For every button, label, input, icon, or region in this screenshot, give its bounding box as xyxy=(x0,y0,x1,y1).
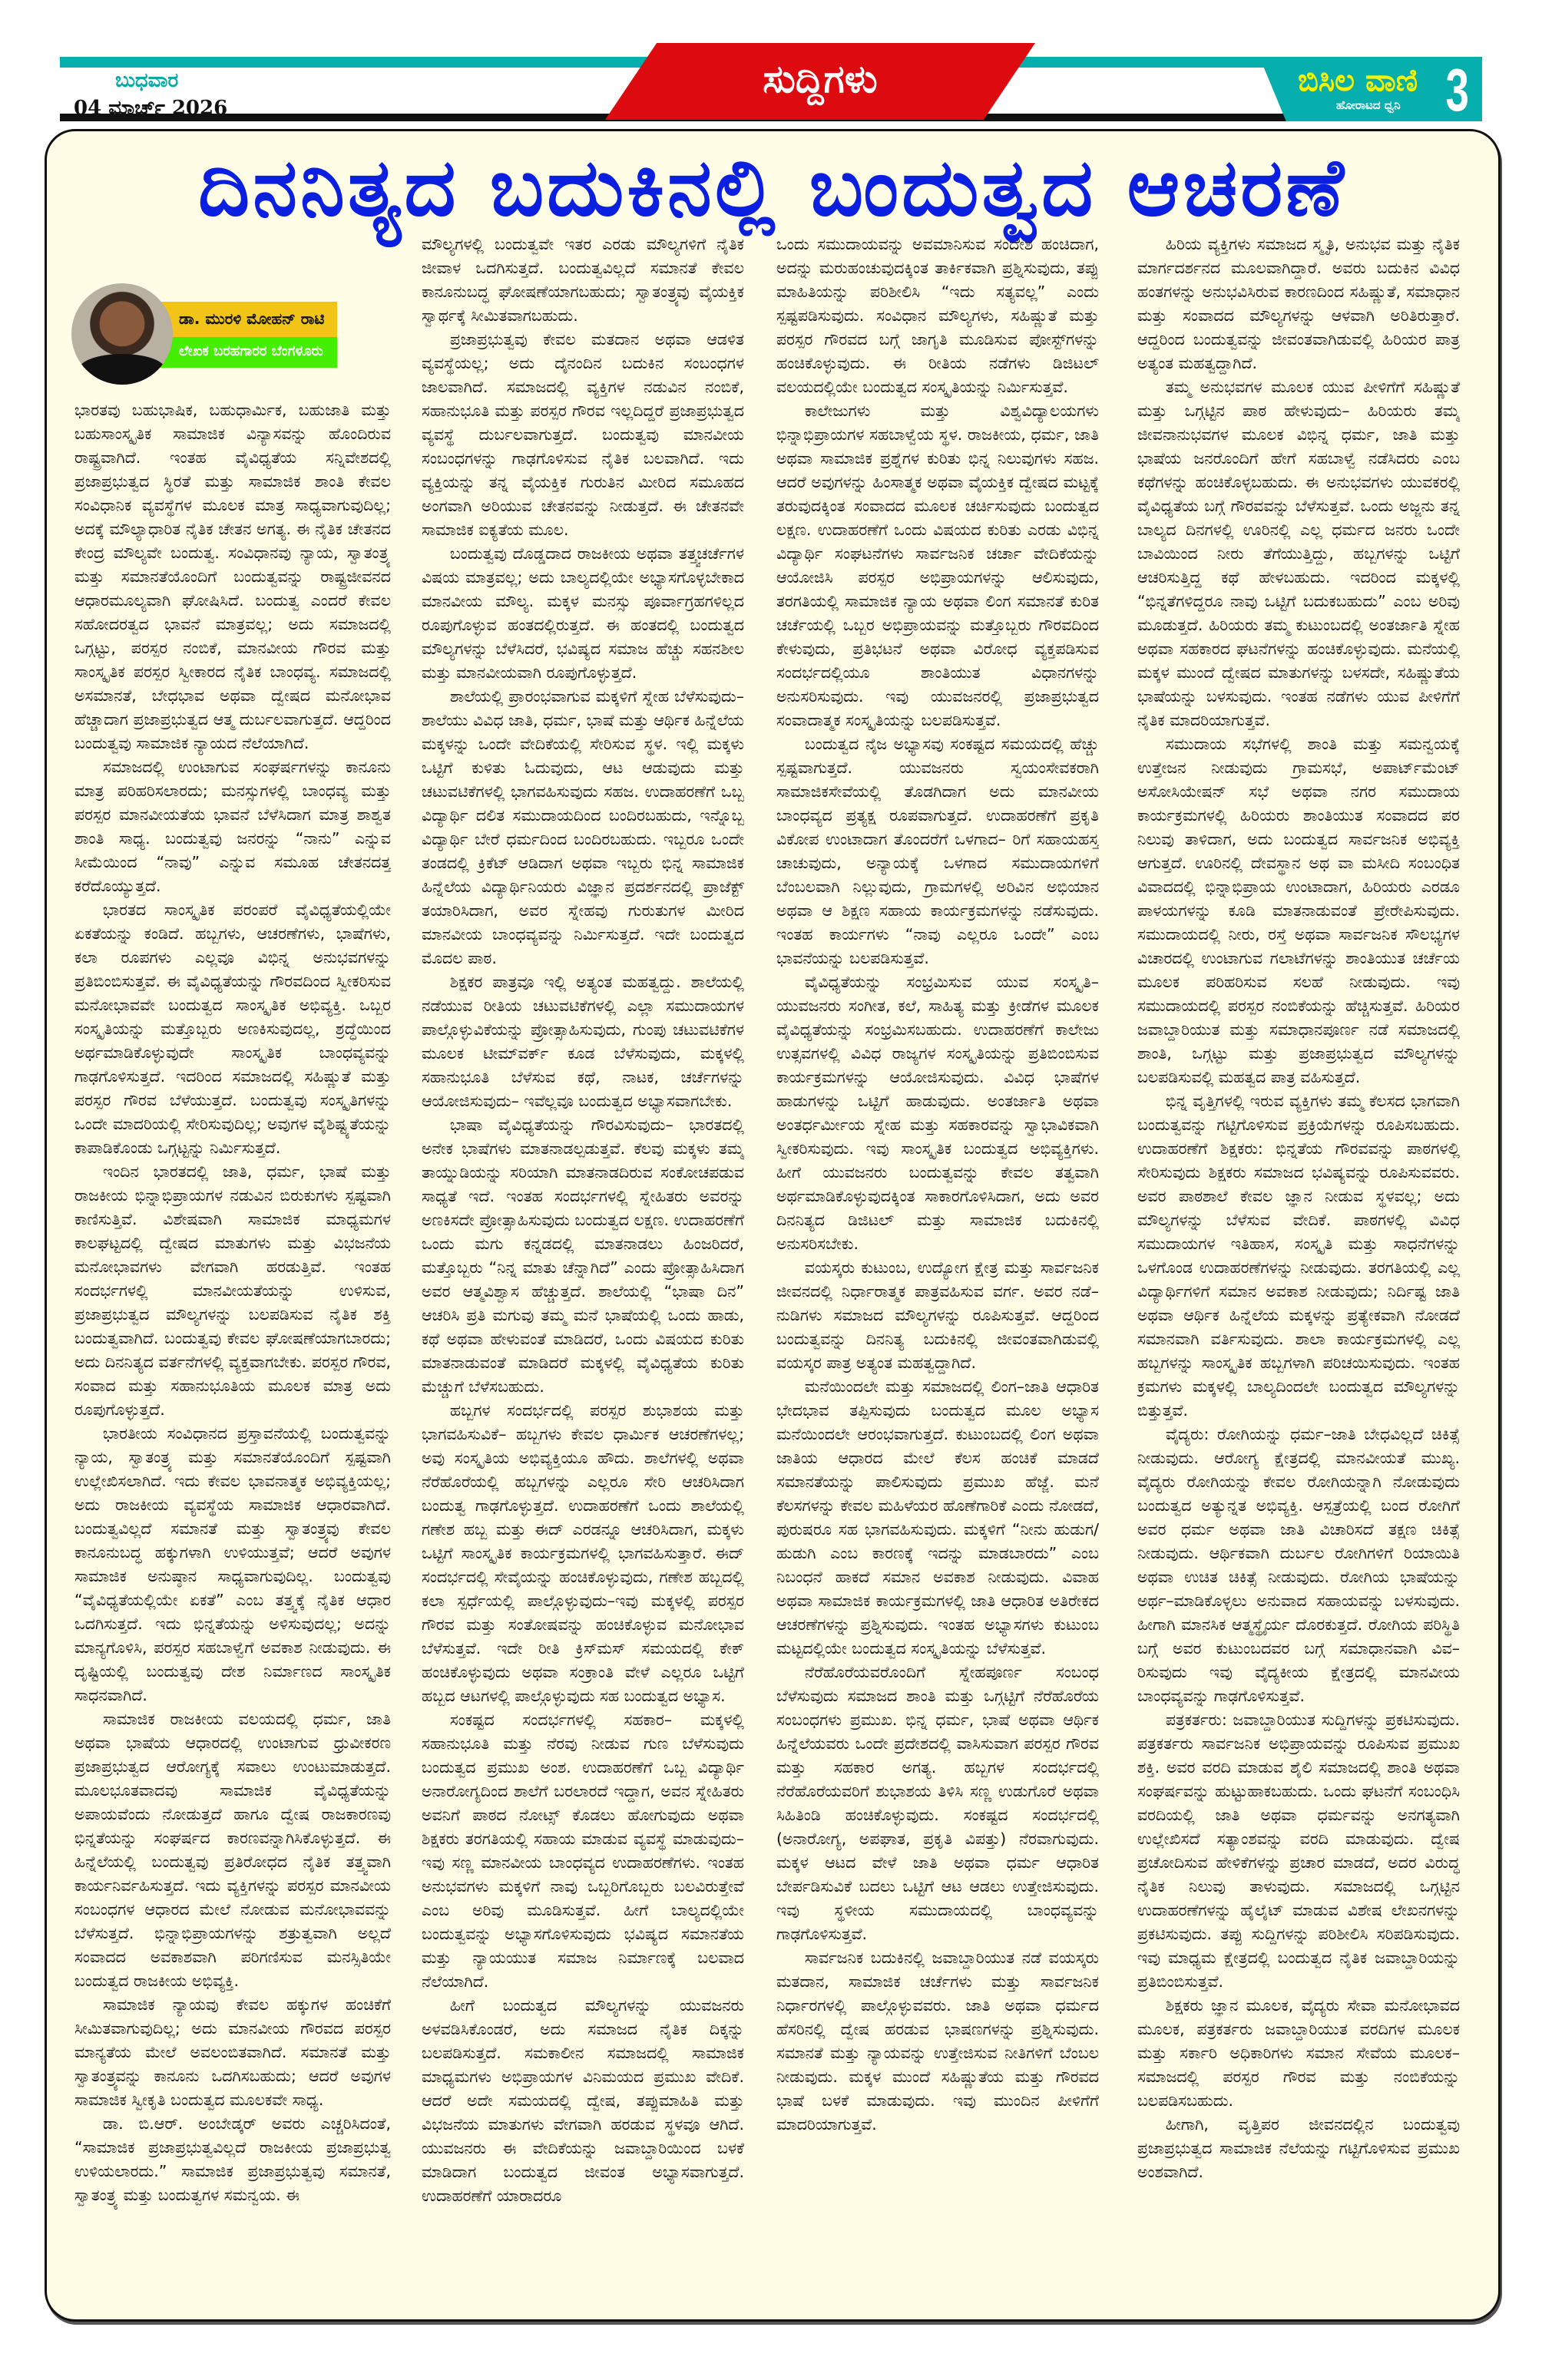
brand-name: ಬಿಸಿಲ ವಾಣಿ xyxy=(1298,63,1418,98)
article-paragraph: ಪತ್ರಕರ್ತರು: ಜವಾಬ್ದಾರಿಯುತ ಸುದ್ದಿಗಳನ್ನು ಪ್ರಕಟಿಸುವುದು. ಪತ್ರಕರ್ತರು ಸಾರ್ವಜನಿಕ ಅಭಿಪ್ರಾಯವನ್ನು ರೂಪಿಸುವ ಪ್ರಮುಖ ಶಕ್ತಿ. ಅವರ ವರದಿ ಮಾಡುವ ಶೈಲಿ ಸಮಾಜದಲ್ಲಿ ಶಾಂತಿ ಅಥವಾ ಸಂಘರ್ಷವನ್ನು ಹುಟ್ಟುಹಾಕಬಹುದು. ಒಂದು ಘಟನೆಗೆ ಸಂಬಂಧಿಸಿ ವರದಿಯಲ್ಲಿ ಜಾತಿ ಅಥವಾ ಧರ್ಮವನ್ನು ಅನಗತ್ಯವಾಗಿ ಉಲ್ಲೇಖಿಸದೆ ಸತ್ಯಾಂಶವನ್ನು ವರದಿ ಮಾಡುವುದು. ದ್ವೇಷ ಪ್ರಚೋದಿಸುವ ಹೇಳಿಕೆಗಳನ್ನು ಪ್ರಚಾರ ಮಾಡದೆ, ಅದರ ವಿರುದ್ಧ ನೈತಿಕ ನಿಲುವು ತಾಳುವುದು. ಸಮಾಜದಲ್ಲಿ ಒಗ್ಗಟ್ಟಿನ ಉದಾಹರಣೆಗಳನ್ನು ಹೈಲೈಟ್ ಮಾಡುವ ವಿಶೇಷ ಲೇಖನಗಳನ್ನು ಪ್ರಕಟಿಸುವುದು. ತಪ್ಪು ಸುದ್ದಿಗಳನ್ನು ಪರಿಶೀಲಿಸಿ ಸರಿಪಡಿಸುವುದು. ಇವು ಮಾಧ್ಯಮ ಕ್ಷೇತ್ರದಲ್ಲಿ ಬಂದುತ್ವದ ನೈತಿಕ ಜವಾಬ್ದಾರಿಯನ್ನು ಪ್ರತಿಬಿಂಬಿಸುತ್ತವೆ. xyxy=(1137,1711,1460,1991)
article-paragraph: ಭಾರತವು ಬಹುಭಾಷಿಕ, ಬಹುಧಾರ್ಮಿಕ, ಬಹುಜಾತಿ ಮತ್ತು ಬಹುಸಾಂಸ್ಕೃತಿಕ ಸಾಮಾಜಿಕ ವಿನ್ಯಾಸವನ್ನು ಹೊಂದಿರುವ ರಾಷ್ಟ್ರವಾಗಿದೆ. ಇಂತಹ ವೈವಿಧ್ಯತೆಯ ಸನ್ನಿವೇಶದಲ್ಲಿ ಪ್ರಜಾಪ್ರಭುತ್ವದ ಸ್ಥಿರತೆ ಮತ್ತು ಸಾಮಾಜಿಕ ಶಾಂತಿ ಕೇವಲ ಸಂವಿಧಾನಿಕ ವ್ಯವಸ್ಥೆಗಳ ಮೂಲಕ ಮಾತ್ರ ಸಾಧ್ಯವಾಗುವುದಿಲ್ಲ; ಅದಕ್ಕೆ ಮೌಲ್ಯಾಧಾರಿತ ನೈತಿಕ ಚೇತನ ಅಗತ್ಯ. ಈ ನೈತಿಕ ಚೇತನದ ಕೇಂದ್ರ ಮೌಲ್ಯವೇ ಬಂದುತ್ವ. ಸಂವಿಧಾನವು ನ್ಯಾಯ, ಸ್ವಾತಂತ್ರ್ಯ ಮತ್ತು ಸಮಾನತೆಯೊಂದಿಗೆ ಬಂದುತ್ವವನ್ನು ರಾಷ್ಟ್ರಜೀವನದ ಆಧಾರಮೂಲ್ಯವಾಗಿ ಘೋಷಿಸಿದೆ. ಬಂದುತ್ವ ಎಂದರೆ ಕೇವಲ ಸಹೋದರತ್ವದ ಭಾವನೆ ಮಾತ್ರವಲ್ಲ; ಅದು ಸಮಾಜದಲ್ಲಿ ಒಗ್ಗಟ್ಟು, ಪರಸ್ಪರ ನಂಬಿಕೆ, ಮಾನವೀಯ ಗೌರವ ಮತ್ತು ಸಾಂಸ್ಕೃತಿಕ ಪರಸ್ಪರ ಸ್ವೀಕಾರದ ನೈತಿಕ ಬಾಂಧವ್ಯ. ಸಮಾಜದಲ್ಲಿ ಅಸಮಾನತೆ, ಬೇಧಭಾವ ಅಥವಾ ದ್ವೇಷದ ಮನೋಭಾವ ಹೆಚ್ಚಾದಾಗ ಪ್ರಜಾಪ್ರಭುತ್ವದ ಆತ್ಮ ದುರ್ಬಲವಾಗುತ್ತದೆ. ಆದ್ದರಿಂದ ಬಂದುತ್ವವು ಸಾಮಾಜಿಕ ನ್ಯಾಯದ ನೆಲೆಯಾಗಿದೆ. xyxy=(74,401,391,752)
article-paragraph: ವೈದ್ಯರು: ರೋಗಿಯನ್ನು ಧರ್ಮ–ಜಾತಿ ಬೇಧವಿಲ್ಲದೆ ಚಿಕಿತ್ಸೆ ನೀಡುವುದು. ಆರೋಗ್ಯ ಕ್ಷೇತ್ರದಲ್ಲಿ ಮಾನವೀಯತೆ ಮುಖ್ಯ. ವೈದ್ಯರು ರೋಗಿಯನ್ನು ಕೇವಲ ರೋಗಿಯನ್ನಾಗಿ ನೋಡುವುದು ಬಂದುತ್ವದ ಅತ್ಯುನ್ನತ ಅಭಿವ್ಯಕ್ತಿ. ಆಸ್ಪತ್ರೆಯಲ್ಲಿ ಬಂದ ರೋಗಿಗೆ ಅವರ ಧರ್ಮ ಅಥವಾ ಜಾತಿ ವಿಚಾರಿಸದೆ ತಕ್ಷಣ ಚಿಕಿತ್ಸೆ ನೀಡುವುದು. ಆರ್ಥಿಕವಾಗಿ ದುರ್ಬಲ ರೋಗಿಗಳಿಗೆ ರಿಯಾಯಿತಿ ಅಥವಾ ಉಚಿತ ಚಿಕಿತ್ಸೆ ನೀಡುವುದು. ರೋಗಿಯ ಭಾಷೆಯನ್ನು ಅರ್ಥ–ಮಾಡಿಕೊಳ್ಳಲು ಅನುವಾದ ಸಹಾಯವನ್ನು ಬಳಸುವುದು. ಹೀಗಾಗಿ ಮಾನಸಿಕ ಆತ್ಮಸ್ಥೈರ್ಯ ದೊರಕುತ್ತದೆ. ರೋಗಿಯ ಪರಿಸ್ಥಿತಿ ಬಗ್ಗೆ ಅವರ ಕುಟುಂಬದವರ ಬಗ್ಗೆ ಸಮಾಧಾನವಾಗಿ ವಿವ–ರಿಸುವುದು ಇವು ವೈದ್ಯಕೀಯ ಕ್ಷೇತ್ರದಲ್ಲಿ ಮಾನವೀಯ ಬಾಂಧವ್ಯವನ್ನು ಗಾಢಗೊಳಿಸುತ್ತವೆ. xyxy=(1137,1425,1460,1705)
article-paragraph: ಭಾಷಾ ವೈವಿಧ್ಯತೆಯನ್ನು ಗೌರವಿಸುವುದು– ಭಾರತದಲ್ಲಿ ಅನೇಕ ಭಾಷೆಗಳು ಮಾತನಾಡಲ್ಪಡುತ್ತವೆ. ಕೆಲವು ಮಕ್ಕಳು ತಮ್ಮ ತಾಯ್ನುಡಿಯನ್ನು ಸರಿಯಾಗಿ ಮಾತನಾಡದಿರುವ ಸಂಕೋಚಪಡುವ ಸಾಧ್ಯತೆ ಇದೆ. ಇಂತಹ ಸಂದರ್ಭಗಳಲ್ಲಿ ಸ್ನೇಹಿತರು ಅವರನ್ನು ಅಣಕಿಸದೇ ಪ್ರೋತ್ಸಾಹಿಸುವುದು ಬಂದುತ್ವದ ಲಕ್ಷಣ. ಉದಾಹರಣೆಗೆ ಒಂದು ಮಗು ಕನ್ನಡದಲ್ಲಿ ಮಾತನಾಡಲು ಹಿಂಜರಿದರೆ, ಮತ್ತೊಬ್ಬರು “ನಿನ್ನ ಮಾತು ಚೆನ್ನಾಗಿದೆ” ಎಂದು ಪ್ರೋತ್ಸಾಹಿಸಿದಾಗ ಅವರ ಆತ್ಮವಿಶ್ವಾಸ ಹೆಚ್ಚುತ್ತದೆ. ಶಾಲೆಯಲ್ಲಿ “ಭಾಷಾ ದಿನ” ಆಚರಿಸಿ ಪ್ರತಿ ಮಗುವು ತಮ್ಮ ಮನೆ ಭಾಷೆಯಲ್ಲಿ ಒಂದು ಹಾಡು, ಕಥೆ ಅಥವಾ ಹೇಳುವಂತೆ ಮಾಡಿದರೆ, ಒಂದು ವಿಷಯದ ಕುರಿತು ಮಾತನಾಡುವಂತೆ ಮಾಡಿದರೆ ಮಕ್ಕಳಲ್ಲಿ ವೈವಿಧ್ಯತೆಯ ಕುರಿತು ಮೆಚ್ಚುಗೆ ಬೆಳೆಸಬಹುದು. xyxy=(422,1116,744,1396)
page-number: 3 xyxy=(1445,56,1469,124)
article-headline: ದಿನನಿತ್ಯದ ಬದುಕಿನಲ್ಲಿ ಬಂದುತ್ವದ ಆಚರಣೆ xyxy=(198,140,1347,234)
article-paragraph: ಹಬ್ಬಗಳ ಸಂದರ್ಭದಲ್ಲಿ ಪರಸ್ಪರ ಶುಭಾಶಯ ಮತ್ತು ಭಾಗವಹಿಸುವಿಕೆ– ಹಬ್ಬಗಳು ಕೇವಲ ಧಾರ್ಮಿಕ ಆಚರಣೆಗಳಲ್ಲ; ಅವು ಸಂಸ್ಕೃತಿಯ ಅಭಿವ್ಯಕ್ತಿಯೂ ಹೌದು. ಶಾಲೆಗಳಲ್ಲಿ ಅಥವಾ ನೆರೆಹೊರೆಯಲ್ಲಿ ಹಬ್ಬಗಳನ್ನು ಎಲ್ಲರೂ ಸೇರಿ ಆಚರಿಸಿದಾಗ ಬಂದುತ್ವ ಗಾಢಗೊಳ್ಳುತ್ತದೆ. ಉದಾಹರಣೆಗೆ ಒಂದು ಶಾಲೆಯಲ್ಲಿ ಗಣೇಶ ಹಬ್ಬ ಮತ್ತು ಈದ್ ಎರಡನ್ನೂ ಆಚರಿಸಿದಾಗ, ಮಕ್ಕಳು ಒಟ್ಟಿಗೆ ಸಾಂಸ್ಕೃತಿಕ ಕಾರ್ಯಕ್ರಮಗಳಲ್ಲಿ ಭಾಗವಹಿಸುತ್ತಾರೆ. ಈದ್ ಸಂದರ್ಭದಲ್ಲಿ ಸೇವೈಯನ್ನು ಹಂಚಿಕೊಳ್ಳುವುದು, ಗಣೇಶ ಹಬ್ಬದಲ್ಲಿ ಕಲಾ ಸ್ಪರ್ಧೆಯಲ್ಲಿ ಪಾಲ್ಗೊಳ್ಳುವುದು–ಇವು ಮಕ್ಕಳಲ್ಲಿ ಪರಸ್ಪರ ಗೌರವ ಮತ್ತು ಸಂತೋಷವನ್ನು ಹಂಚಿಕೊಳ್ಳುವ ಮನೋಭಾವ ಬೆಳೆಸುತ್ತವೆ. ಇದೇ ರೀತಿ ಕ್ರಿಸ್‌ಮಸ್ ಸಮಯದಲ್ಲಿ ಕೇಕ್ ಹಂಚಿಕೊಳ್ಳುವುದು ಅಥವಾ ಸಂಕ್ರಾಂತಿ ವೇಳೆ ಎಲ್ಲರೂ ಒಟ್ಟಿಗೆ ಹಬ್ಬದ ಆಟಗಳಲ್ಲಿ ಪಾಲ್ಗೊಳ್ಳುವುದು ಸಹ ಬಂದುತ್ವದ ಅಭ್ಯಾಸ. xyxy=(422,1401,744,1705)
article-column-2 xyxy=(422,233,744,2304)
author-photo xyxy=(71,283,173,385)
article-paragraph: ಭಾರತೀಯ ಸಂವಿಧಾನದ ಪ್ರಸ್ತಾವನೆಯಲ್ಲಿ ಬಂದುತ್ವವನ್ನು ನ್ಯಾಯ, ಸ್ವಾತಂತ್ರ್ಯ ಮತ್ತು ಸಮಾನತೆಯೊಂದಿಗೆ ಸ್ಪಷ್ಟವಾಗಿ ಉಲ್ಲೇಖಿಸಲಾಗಿದೆ. ಇದು ಕೇವಲ ಭಾವನಾತ್ಮಕ ಅಭಿವ್ಯಕ್ತಿಯಲ್ಲ; ಅದು ರಾಜಕೀಯ ವ್ಯವಸ್ಥೆಯ ಸಾಮಾಜಿಕ ಆಧಾರವಾಗಿದೆ. ಬಂದುತ್ವವಿಲ್ಲದೆ ಸಮಾನತೆ ಮತ್ತು ಸ್ವಾತಂತ್ರ್ಯವು ಕೇವಲ ಕಾನೂನುಬದ್ಧ ಹಕ್ಕುಗಳಾಗಿ ಉಳಿಯುತ್ತವೆ; ಆದರೆ ಅವುಗಳ ಸಾಮಾಜಿಕ ಅನುಷ್ಠಾನ ಸಾಧ್ಯವಾಗುವುದಿಲ್ಲ. ಬಂದುತ್ವವು “ವೈವಿಧ್ಯತೆಯಲ್ಲಿಯೇ ಏಕತೆ” ಎಂಬ ತತ್ತ್ವಕ್ಕೆ ನೈತಿಕ ಆಧಾರ ಒದಗಿಸುತ್ತದೆ. ಇದು ಭಿನ್ನತೆಯನ್ನು ಅಳಿಸುವುದಲ್ಲ; ಅದನ್ನು ಮಾನ್ಯಗೊಳಿಸಿ, ಪರಸ್ಪರ ಸಹಬಾಳ್ವೆಗೆ ಅವಕಾಶ ನೀಡುವುದು. ಈ ದೃಷ್ಟಿಯಲ್ಲಿ ಬಂದುತ್ವವು ದೇಶ ನಿರ್ಮಾಣದ ಸಾಂಸ್ಕೃತಿಕ ಸಾಧನವಾಗಿದೆ. xyxy=(74,1424,391,1704)
article-paragraph: ವಯಸ್ಕರು ಕುಟುಂಬ, ಉದ್ಯೋಗ ಕ್ಷೇತ್ರ ಮತ್ತು ಸಾರ್ವಜನಿಕ ಜೀವನದಲ್ಲಿ ನಿರ್ಧಾರಾತ್ಮಕ ಪಾತ್ರವಹಿಸುವ ವರ್ಗ. ಅವರ ನಡೆ–ನುಡಿಗಳು ಸಮಾಜದ ಮೌಲ್ಯಗಳನ್ನು ರೂಪಿಸುತ್ತವೆ. ಆದ್ದರಿಂದ ಬಂದುತ್ವವನ್ನು ದಿನನಿತ್ಯ ಬದುಕಿನಲ್ಲಿ ಜೀವಂತವಾಗಿಡುವಲ್ಲಿ ವಯಸ್ಕರ ಪಾತ್ರ ಅತ್ಯಂತ ಮಹತ್ವದ್ದಾಗಿದೆ. xyxy=(776,1258,1099,1372)
article-paragraph: ಮೌಲ್ಯಗಳಲ್ಲಿ ಬಂದುತ್ವವೇ ಇತರ ಎರಡು ಮೌಲ್ಯಗಳಿಗೆ ನೈತಿಕ ಜೀವಾಳ ಒದಗಿಸುತ್ತದೆ. ಬಂದುತ್ವವಿಲ್ಲದೆ ಸಮಾನತೆ ಕೇವಲ ಕಾನೂನುಬದ್ಧ ಘೋಷಣೆಯಾಗಬಹುದು; ಸ್ವಾತಂತ್ರ್ಯವು ವೈಯಕ್ತಿಕ ಸ್ವಾರ್ಥಕ್ಕೆ ಸೀಮಿತವಾಗಬಹುದು. xyxy=(422,235,744,325)
article-paragraph: ತಮ್ಮ ಅನುಭವಗಳ ಮೂಲಕ ಯುವ ಪೀಳಿಗೆಗೆ ಸಹಿಷ್ಣುತೆ ಮತ್ತು ಒಗ್ಗಟ್ಟಿನ ಪಾಠ ಹೇಳುವುದು– ಹಿರಿಯರು ತಮ್ಮ ಜೀವನಾನುಭವಗಳ ಮೂಲಕ ವಿಭಿನ್ನ ಧರ್ಮ, ಜಾತಿ ಮತ್ತು ಭಾಷೆಯ ಜನರೊಂದಿಗೆ ಹೇಗೆ ಸಹಬಾಳ್ವೆ ನಡೆಸಿದರು ಎಂಬ ಕಥೆಗಳನ್ನು ಹಂಚಿಕೊಳ್ಳಬಹುದು. ಈ ಅನುಭವಗಳು ಯುವಕರಲ್ಲಿ ವೈವಿಧ್ಯತೆಯ ಬಗ್ಗೆ ಗೌರವವನ್ನು ಬೆಳೆಸುತ್ತವೆ. ಒಂದು ಅಜ್ಜನು ತನ್ನ ಬಾಲ್ಯದ ದಿನಗಳಲ್ಲಿ ಊರಿನಲ್ಲಿ ಎಲ್ಲ ಧರ್ಮದ ಜನರು ಒಂದೇ ಬಾವಿಯಿಂದ ನೀರು ತೆಗೆಯುತ್ತಿದ್ದು, ಹಬ್ಬಗಳನ್ನು ಒಟ್ಟಿಗೆ ಆಚರಿಸುತ್ತಿದ್ದ ಕಥೆ ಹೇಳಬಹುದು. ಇದರಿಂದ ಮಕ್ಕಳಲ್ಲಿ “ಭಿನ್ನತೆಗಳಿದ್ದರೂ ನಾವು ಒಟ್ಟಿಗೆ ಬದುಕಬಹುದು” ಎಂಬ ಅರಿವು ಮೂಡುತ್ತದೆ. ಹಿರಿಯರು ತಮ್ಮ ಕುಟುಂಬದಲ್ಲಿ ಅಂತರ್ಜಾತಿ ಸ್ನೇಹ ಅಥವಾ ಸಹಕಾರದ ಘಟನೆಗಳನ್ನು ಹಂಚಿಕೊಳ್ಳುವುದು. ಮನೆಯಲ್ಲಿ ಮಕ್ಕಳ ಮುಂದೆ ದ್ವೇಷದ ಮಾತುಗಳನ್ನು ಬಳಸದೇ, ಸಹಿಷ್ಣುತೆಯ ಭಾಷೆಯನ್ನು ಬಳಸುವುದು. ಇಂತಹ ನಡೆಗಳು ಯುವ ಪೀಳಿಗೆಗೆ ನೈತಿಕ ಮಾದರಿಯಾಗುತ್ತವೆ. xyxy=(1137,378,1460,729)
masthead xyxy=(0,0,1542,131)
article-paragraph: ಸಮಾಜದಲ್ಲಿ ಉಂಟಾಗುವ ಸಂಘರ್ಷಗಳನ್ನು ಕಾನೂನು ಮಾತ್ರ ಪರಿಹರಿಸಲಾರದು; ಮನಸ್ಸುಗಳಲ್ಲಿ ಬಾಂಧವ್ಯ ಮತ್ತು ಪರಸ್ಪರ ಮಾನವೀಯತೆಯ ಭಾವನೆ ಬೆಳೆಸಿದಾಗ ಮಾತ್ರ ಶಾಶ್ವತ ಶಾಂತಿ ಸಾಧ್ಯ. ಬಂದುತ್ವವು ಜನರನ್ನು “ನಾನು” ಎನ್ನುವ ಸೀಮೆಯಿಂದ “ನಾವು” ಎನ್ನುವ ಸಮೂಹ ಚೇತನದತ್ತ ಕರೆದೊಯ್ಯುತ್ತದೆ. xyxy=(74,758,391,895)
article-paragraph: ಇಂದಿನ ಭಾರತದಲ್ಲಿ ಜಾತಿ, ಧರ್ಮ, ಭಾಷೆ ಮತ್ತು ರಾಜಕೀಯ ಭಿನ್ನಾಭಿಪ್ರಾಯಗಳ ನಡುವಿನ ಬಿರುಕುಗಳು ಸ್ಪಷ್ಟವಾಗಿ ಕಾಣಿಸುತ್ತಿವೆ. ವಿಶೇಷವಾಗಿ ಸಾಮಾಜಿಕ ಮಾಧ್ಯಮಗಳ ಕಾಲಘಟ್ಟದಲ್ಲಿ ದ್ವೇಷದ ಮಾತುಗಳು ಮತ್ತು ವಿಭಜನೆಯ ಮನೋಭಾವಗಳು ವೇಗವಾಗಿ ಹರಡುತ್ತಿವೆ. ಇಂತಹ ಸಂದರ್ಭಗಳಲ್ಲಿ ಮಾನವೀಯತೆಯನ್ನು ಉಳಿಸುವ, ಪ್ರಜಾಪ್ರಭುತ್ವದ ಮೌಲ್ಯಗಳನ್ನು ಬಲಪಡಿಸುವ ನೈತಿಕ ಶಕ್ತಿ ಬಂದುತ್ವವಾಗಿದೆ. ಬಂದುತ್ವವು ಕೇವಲ ಘೋಷಣೆಯಾಗಬಾರದು; ಅದು ದಿನನಿತ್ಯದ ವರ್ತನೆಗಳಲ್ಲಿ ವ್ಯಕ್ತವಾಗಬೇಕು. ಪರಸ್ಪರ ಗೌರವ, ಸಂವಾದ ಮತ್ತು ಸಹಾನುಭೂತಿಯ ಮೂಲಕ ಮಾತ್ರ ಅದು ರೂಪುಗೊಳ್ಳುತ್ತದೆ. xyxy=(74,1162,391,1419)
article-paragraph: ಸಂಕಷ್ಟದ ಸಂದರ್ಭಗಳಲ್ಲಿ ಸಹಕಾರ– ಮಕ್ಕಳಲ್ಲಿ ಸಹಾನುಭೂತಿ ಮತ್ತು ನೆರವು ನೀಡುವ ಗುಣ ಬೆಳೆಸುವುದು ಬಂದುತ್ವದ ಪ್ರಮುಖ ಅಂಶ. ಉದಾಹರಣೆಗೆ ಒಬ್ಬ ವಿದ್ಯಾರ್ಥಿ ಅನಾರೋಗ್ಯದಿಂದ ಶಾಲೆಗೆ ಬರಲಾರದೆ ಇದ್ದಾಗ, ಅವನ ಸ್ನೇಹಿತರು ಅವನಿಗೆ ಪಾಠದ ನೋಟ್ಸ್ ಕೊಡಲು ಹೋಗುವುದು ಅಥವಾ ಶಿಕ್ಷಕರು ತರಗತಿಯಲ್ಲಿ ಸಹಾಯ ಮಾಡುವ ವ್ಯವಸ್ಥೆ ಮಾಡುವುದು–ಇವು ಸಣ್ಣ ಮಾನವೀಯ ಬಾಂಧವ್ಯದ ಉದಾಹರಣೆಗಳು. ಇಂತಹ ಅನುಭವಗಳು ಮಕ್ಕಳಿಗೆ ನಾವು ಒಬ್ಬರಿಗೊಬ್ಬರು ಬಲವಿರುತ್ತೇವೆ ಎಂಬ ಅರಿವು ಮೂಡಿಸುತ್ತವೆ. ಹೀಗೆ ಬಾಲ್ಯದಲ್ಲಿಯೇ ಬಂದುತ್ವವನ್ನು ಅಭ್ಯಾಸಗೊಳಿಸುವುದು ಭವಿಷ್ಯದ ಸಮಾನತೆಯ ಮತ್ತು ನ್ಯಾಯಯುತ ಸಮಾಜ ನಿರ್ಮಾಣಕ್ಕೆ ಬಲವಾದ ನೆಲೆಯಾಗಿದೆ. xyxy=(422,1711,744,1991)
article-paragraph: ಒಂದು ಸಮುದಾಯವನ್ನು ಅವಮಾನಿಸುವ ಸಂದೇಶ ಹಂಚಿದಾಗ, ಅದನ್ನು ಮರುಹಂಚುವುದಕ್ಕಿಂತ ತಾರ್ಕಿಕವಾಗಿ ಪ್ರಶ್ನಿಸುವುದು, ತಪ್ಪು ಮಾಹಿತಿಯನ್ನು ಪರಿಶೀಲಿಸಿ “ಇದು ಸತ್ಯವಲ್ಲ” ಎಂದು ಸ್ಪಷ್ಟಪಡಿಸುವುದು. ಸಂವಿಧಾನ ಮೌಲ್ಯಗಳು, ಸಹಿಷ್ಣುತೆ ಮತ್ತು ಪರಸ್ಪರ ಗೌರವದ ಬಗ್ಗೆ ಜಾಗೃತಿ ಮೂಡಿಸುವ ಪೋಸ್ಟ್‌ಗಳನ್ನು ಹಂಚಿಕೊಳ್ಳುವುದು. ಈ ರೀತಿಯ ನಡೆಗಳು ಡಿಜಿಟಲ್ ವಲಯದಲ್ಲಿಯೇ ಬಂದುತ್ವದ ಸಂಸ್ಕೃತಿಯನ್ನು ನಿರ್ಮಿಸುತ್ತವೆ. xyxy=(776,235,1099,396)
article-paragraph: ಸಾರ್ವಜನಿಕ ಬದುಕಿನಲ್ಲಿ ಜವಾಬ್ದಾರಿಯುತ ನಡೆ ವಯಸ್ಕರು ಮತದಾನ, ಸಾಮಾಜಿಕ ಚರ್ಚೆಗಳು ಮತ್ತು ಸಾರ್ವಜನಿಕ ನಿರ್ಧಾರಗಳಲ್ಲಿ ಪಾಲ್ಗೊಳ್ಳುವವರು. ಜಾತಿ ಅಥವಾ ಧರ್ಮದ ಹೆಸರಿನಲ್ಲಿ ದ್ವೇಷ ಹರಡುವ ಭಾಷಣಗಳನ್ನು ಪ್ರಶ್ನಿಸುವುದು. ಸಮಾನತೆ ಮತ್ತು ನ್ಯಾಯವನ್ನು ಉತ್ತೇಜಿಸುವ ನೀತಿಗಳಿಗೆ ಬೆಂಬಲ ನೀಡುವುದು. ಮಕ್ಕಳ ಮುಂದೆ ಸಹಿಷ್ಣುತೆಯ ಮತ್ತು ಗೌರವದ ಭಾಷೆ ಬಳಕೆ ಮಾಡುವುದು. ಇವು ಮುಂದಿನ ಪೀಳಿಗೆಗೆ ಮಾದರಿಯಾಗುತ್ತವೆ. xyxy=(776,1949,1099,2134)
article-paragraph: ಹೀಗಾಗಿ, ವೃತ್ತಿಪರ ಜೀವನದಲ್ಲಿನ ಬಂದುತ್ವವು ಪ್ರಜಾಪ್ರಭುತ್ವದ ಸಾಮಾಜಿಕ ನೆಲೆಯನ್ನು ಗಟ್ಟಿಗೊಳಿಸುವ ಪ್ರಮುಖ ಅಂಶವಾಗಿದೆ. xyxy=(1137,2115,1460,2181)
article-frame xyxy=(45,129,1501,2322)
article-paragraph: ಸಾಮಾಜಿಕ ರಾಜಕೀಯ ವಲಯದಲ್ಲಿ ಧರ್ಮ, ಜಾತಿ ಅಥವಾ ಭಾಷೆಯ ಆಧಾರದಲ್ಲಿ ಉಂಟಾಗುವ ಧ್ರುವೀಕರಣ ಪ್ರಜಾಪ್ರಭುತ್ವದ ಆರೋಗ್ಯಕ್ಕೆ ಸವಾಲು ಉಂಟುಮಾಡುತ್ತದೆ. ಮೂಲಭೂತವಾದವು ಸಾಮಾಜಿಕ ವೈವಿಧ್ಯತೆಯನ್ನು ಅಪಾಯವೆಂದು ನೋಡುತ್ತದೆ ಹಾಗೂ ದ್ವೇಷ ರಾಜಕಾರಣವು ಭಿನ್ನತೆಯನ್ನು ಸಂಘರ್ಷದ ಕಾರಣವನ್ನಾಗಿಸಿಕೊಳ್ಳುತ್ತದೆ. ಈ ಹಿನ್ನೆಲೆಯಲ್ಲಿ ಬಂದುತ್ವವು ಪ್ರತಿರೋಧದ ನೈತಿಕ ತತ್ತ್ವವಾಗಿ ಕಾರ್ಯನಿರ್ವಹಿಸುತ್ತದೆ. ಇದು ವ್ಯಕ್ತಿಗಳನ್ನು ಪರಸ್ಪರ ಮಾನವೀಯ ಸಂಬಂಧಗಳ ಆಧಾರದ ಮೇಲೆ ನೋಡುವ ಮನೋಭಾವವನ್ನು ಬೆಳೆಸುತ್ತದೆ. ಭಿನ್ನಾಭಿಪ್ರಾಯಗಳನ್ನು ಶತ್ರುತ್ವವಾಗಿ ಅಲ್ಲದೆ ಸಂವಾದದ ಅವಕಾಶವಾಗಿ ಪರಿಗಣಿಸುವ ಮನಸ್ಸಿತಿಯೇ ಬಂದುತ್ವದ ರಾಜಕೀಯ ಅಭಿವ್ಯಕ್ತಿ. xyxy=(74,1710,391,1990)
author-role: ಲೇಖಕ ಬರಹಗಾರರ ಬೆಂಗಳೂರು xyxy=(179,343,323,359)
article-column-1 xyxy=(74,398,391,2302)
author-card xyxy=(71,283,348,391)
article-paragraph: ಸಮುದಾಯ ಸಭೆಗಳಲ್ಲಿ ಶಾಂತಿ ಮತ್ತು ಸಮನ್ವಯಕ್ಕೆ ಉತ್ತೇಜನ ನೀಡುವುದು ಗ್ರಾಮಸಭೆ, ಅಪಾರ್ಟ್‌ಮೆಂಟ್ ಅಸೋಸಿಯೇಷನ್ ಸಭೆ ಅಥವಾ ನಗರ ಸಮುದಾಯ ಕಾರ್ಯಕ್ರಮಗಳಲ್ಲಿ ಹಿರಿಯರು ಶಾಂತಿಯುತ ಸಂವಾದದ ಪರ ನಿಲುವು ತಾಳಿದಾಗ, ಅದು ಬಂದುತ್ವದ ಸಾರ್ವಜನಿಕ ಅಭಿವ್ಯಕ್ತಿ ಆಗುತ್ತದೆ. ಊರಿನಲ್ಲಿ ದೇವಸ್ಥಾನ ಅಥ ವಾ ಮಸೀದಿ ಸಂಬಂಧಿತ ವಿವಾದದಲ್ಲಿ ಭಿನ್ನಾಭಿಪ್ರಾಯ ಉಂಟಾದಾಗ, ಹಿರಿಯರು ಎರಡೂ ಪಾಳಯಗಳನ್ನು ಕೂಡಿ ಮಾತನಾಡುವಂತೆ ಪ್ರೇರೇಪಿಸುವುದು. ಸಮುದಾಯದಲ್ಲಿ ನೀರು, ರಸ್ತೆ ಅಥವಾ ಸಾರ್ವಜನಿಕ ಸೌಲಭ್ಯಗಳ ವಿಚಾರದಲ್ಲಿ ಉಂಟಾಗುವ ಗಲಾಟೆಗಳನ್ನು ಶಾಂತಿಯುತ ಚರ್ಚೆಯ ಮೂಲಕ ಪರಿಹರಿಸುವ ಸಲಹೆ ನೀಡುವುದು. ಇವು ಸಮುದಾಯದಲ್ಲಿ ಪರಸ್ಪರ ನಂಬಿಕೆಯನ್ನು ಹೆಚ್ಚಿಸುತ್ತವೆ. ಹಿರಿಯರ ಜವಾಬ್ದಾರಿಯುತ ಮತ್ತು ಸಮಾಧಾನಪೂರ್ಣ ನಡೆ ಸಮಾಜದಲ್ಲಿ ಶಾಂತಿ, ಒಗ್ಗಟ್ಟು ಮತ್ತು ಪ್ರಜಾಪ್ರಭುತ್ವದ ಮೌಲ್ಯಗಳನ್ನು ಬಲಪಡಿಸುವಲ್ಲಿ ಮಹತ್ವದ ಪಾತ್ರ ವಹಿಸುತ್ತದೆ. xyxy=(1137,735,1460,1086)
article-paragraph: ಶಿಕ್ಷಕರ ಪಾತ್ರವೂ ಇಲ್ಲಿ ಅತ್ಯಂತ ಮಹತ್ವದ್ದು. ಶಾಲೆಯಲ್ಲಿ ನಡೆಯುವ ರೀತಿಯ ಚಟುವಟಿಕೆಗಳಲ್ಲಿ ಎಲ್ಲಾ ಸಮುದಾಯಗಳ ಪಾಲ್ಗೊಳ್ಳುವಿಕೆಯನ್ನು ಪ್ರೋತ್ಸಾಹಿಸುವುದು, ಗುಂಪು ಚಟುವಟಿಕೆಗಳ ಮೂಲಕ ಟೀಮ್‌ವರ್ಕ್ ಕೂಡ ಬೆಳೆಸುವುದು, ಮಕ್ಕಳಲ್ಲಿ ಸಹಾನುಭೂತಿ ಬೆಳೆಸುವ ಕಥೆ, ನಾಟಕ, ಚರ್ಚೆಗಳನ್ನು ಆಯೋಜಿಸುವುದು– ಇವೆಲ್ಲವೂ ಬಂದುತ್ವದ ಅಭ್ಯಾಸವಾಗಬೇಕು. xyxy=(422,973,744,1110)
article-paragraph: ವೈವಿಧ್ಯತೆಯನ್ನು ಸಂಭ್ರಮಿಸುವ ಯುವ ಸಂಸ್ಕೃತಿ– ಯುವಜನರು ಸಂಗೀತ, ಕಲೆ, ಸಾಹಿತ್ಯ ಮತ್ತು ಕ್ರೀಡೆಗಳ ಮೂಲಕ ವೈವಿಧ್ಯತೆಯನ್ನು ಸಂಭ್ರಮಿಸಬಹುದು. ಉದಾಹರಣೆಗೆ ಕಾಲೇಜು ಉತ್ಸವಗಳಲ್ಲಿ ವಿವಿಧ ರಾಜ್ಯಗಳ ಸಂಸ್ಕೃತಿಯನ್ನು ಪ್ರತಿಬಿಂಬಿಸುವ ಕಾರ್ಯಕ್ರಮಗಳನ್ನು ಆಯೋಜಿಸುವುದು. ವಿವಿಧ ಭಾಷೆಗಳ ಹಾಡುಗಳನ್ನು ಒಟ್ಟಿಗೆ ಹಾಡುವುದು. ಅಂತರ್ಜಾತಿ ಅಥವಾ ಅಂತರ್ಧರ್ಮೀಯ ಸ್ನೇಹ ಮತ್ತು ಸಹಕಾರವನ್ನು ಸ್ವಾಭಾವಿಕವಾಗಿ ಸ್ವೀಕರಿಸುವುದು. ಇವು ಸಾಂಸ್ಕೃತಿಕ ಬಂದುತ್ವದ ಅಭಿವ್ಯಕ್ತಿಗಳು. ಹೀಗೆ ಯುವಜನರು ಬಂದುತ್ವವನ್ನು ಕೇವಲ ತತ್ವವಾಗಿ ಅರ್ಥಮಾಡಿಕೊಳ್ಳುವುದಕ್ಕಿಂತ ಸಾಕಾರಗೊಳಿಸಿದಾಗ, ಅದು ಅವರ ದಿನನಿತ್ಯದ ಡಿಜಿಟಲ್ ಮತ್ತು ಸಾಮಾಜಿಕ ಬದುಕಿನಲ್ಲಿ ಅನುಸರಿಸಬೇಕು. xyxy=(776,973,1099,1253)
author-name: ಡಾ. ಮುರಳಿ ಮೋಹನ್ ರಾಟಿ xyxy=(179,309,325,328)
article-paragraph: ಮನೆಯಿಂದಲೇ ಮತ್ತು ಸಮಾಜದಲ್ಲಿ ಲಿಂಗ–ಜಾತಿ ಆಧಾರಿತ ಭೇದಭಾವ ತಪ್ಪಿಸುವುದು ಬಂದುತ್ವದ ಮೂಲ ಅಭ್ಯಾಸ ಮನೆಯಿಂದಲೇ ಆರಂಭವಾಗುತ್ತದೆ. ಕುಟುಂಬದಲ್ಲಿ ಲಿಂಗ ಅಥವಾ ಜಾತಿಯ ಆಧಾರದ ಮೇಲೆ ಕೆಲಸ ಹಂಚಿಕೆ ಮಾಡದೆ ಸಮಾನತೆಯನ್ನು ಪಾಲಿಸುವುದು ಪ್ರಮುಖ ಹೆಜ್ಜೆ. ಮನೆ ಕೆಲಸಗಳನ್ನು ಕೇವಲ ಮಹಿಳೆಯರ ಹೊಣೆಗಾರಿಕೆ ಎಂದು ನೋಡದೆ, ಪುರುಷರೂ ಸಹ ಭಾಗವಹಿಸುವುದು. ಮಕ್ಕಳಿಗೆ “ನೀನು ಹುಡುಗ/ಹುಡುಗಿ ಎಂಬ ಕಾರಣಕ್ಕೆ ಇದನ್ನು ಮಾಡಬಾರದು” ಎಂಬ ನಿಬಂಧನೆ ಹಾಕದೆ ಸಮಾನ ಅವಕಾಶ ನೀಡುವುದು. ವಿವಾಹ ಅಥವಾ ಸಾಮಾಜಿಕ ಕಾರ್ಯಕ್ರಮಗಳಲ್ಲಿ ಜಾತಿ ಆಧಾರಿತ ಅತಿರೇಕದ ಆಚರಣೆಗಳನ್ನು ಪ್ರಶ್ನಿಸುವುದು. ಇಂತಹ ಅಭ್ಯಾಸಗಳು ಕುಟುಂಬ ಮಟ್ಟದಲ್ಲಿಯೇ ಬಂದುತ್ವದ ಸಂಸ್ಕೃತಿಯನ್ನು ಬೆಳೆಸುತ್ತವೆ. xyxy=(776,1377,1099,1658)
weekday: ಬುಧವಾರ xyxy=(115,69,179,92)
article-paragraph: ಪ್ರಜಾಪ್ರಭುತ್ವವು ಕೇವಲ ಮತದಾನ ಅಥವಾ ಆಡಳಿತ ವ್ಯವಸ್ಥೆಯಲ್ಲ; ಅದು ದೈನಂದಿನ ಬದುಕಿನ ಸಂಬಂಧಗಳ ಜಾಲವಾಗಿದೆ. ಸಮಾಜದಲ್ಲಿ ವ್ಯಕ್ತಿಗಳ ನಡುವಿನ ನಂಬಿಕೆ, ಸಹಾನುಭೂತಿ ಮತ್ತು ಪರಸ್ಪರ ಗೌರವ ಇಲ್ಲದಿದ್ದರೆ ಪ್ರಜಾಪ್ರಭುತ್ವದ ವ್ಯವಸ್ಥೆ ದುರ್ಬಲವಾಗುತ್ತದೆ. ಬಂದುತ್ವವು ಮಾನವೀಯ ಸಂಬಂಧಗಳನ್ನು ಗಾಢಗೊಳಿಸುವ ನೈತಿಕ ಬಲವಾಗಿದೆ. ಇದು ವ್ಯಕ್ತಿಯನ್ನು ತನ್ನ ವೈಯಕ್ತಿಕ ಗುರುತಿನ ಮೀರಿದ ಸಮೂಹದ ಅಂಗವಾಗಿ ಅರಿಯುವ ಚೇತನವನ್ನು ನೀಡುತ್ತದೆ. ಈ ಚೇತನವೇ ಸಾಮಾಜಿಕ ಐಕ್ಯತೆಯ ಮೂಲ. xyxy=(422,330,744,539)
article-paragraph: ಬಂದುತ್ವವು ದೊಡ್ಡದಾದ ರಾಜಕೀಯ ಅಥವಾ ತತ್ತ್ವಚರ್ಚೆಗಳ ವಿಷಯ ಮಾತ್ರವಲ್ಲ; ಅದು ಬಾಲ್ಯದಲ್ಲಿಯೇ ಅಭ್ಯಾಸಗೊಳ್ಳಬೇಕಾದ ಮಾನವೀಯ ಮೌಲ್ಯ. ಮಕ್ಕಳ ಮನಸ್ಸು ಪೂರ್ವಾಗ್ರಹಗಳಿಲ್ಲದ ರೂಪುಗೊಳ್ಳುವ ಹಂತದಲ್ಲಿರುತ್ತದೆ. ಈ ಹಂತದಲ್ಲಿ ಬಂದುತ್ವದ ಮೌಲ್ಯಗಳನ್ನು ಬೆಳೆಸಿದರೆ, ಭವಿಷ್ಯದ ಸಮಾಜ ಹೆಚ್ಚು ಸಹನಶೀಲ ಮತ್ತು ಮಾನವೀಯವಾಗಿ ರೂಪುಗೊಳ್ಳುತ್ತದೆ. xyxy=(422,544,744,682)
article-column-3 xyxy=(776,233,1099,2304)
article-paragraph: ಶಾಲೆಯಲ್ಲಿ ಪ್ರಾರಂಭವಾಗುವ ಮಕ್ಕಳಿಗೆ ಸ್ನೇಹ ಬೆಳೆಸುವುದು– ಶಾಲೆಯು ವಿವಿಧ ಜಾತಿ, ಧರ್ಮ, ಭಾಷೆ ಮತ್ತು ಆರ್ಥಿಕ ಹಿನ್ನೆಲೆಯ ಮಕ್ಕಳನ್ನು ಒಂದೇ ವೇದಿಕೆಯಲ್ಲಿ ಸೇರಿಸುವ ಸ್ಥಳ. ಇಲ್ಲಿ ಮಕ್ಕಳು ಒಟ್ಟಿಗೆ ಕುಳಿತು ಓದುವುದು, ಆಟ ಆಡುವುದು ಮತ್ತು ಚಟುವಟಿಕೆಗಳಲ್ಲಿ ಭಾಗವಹಿಸುವುದು ಸಹಜ. ಉದಾಹರಣೆಗೆ ಒಬ್ಬ ವಿದ್ಯಾರ್ಥಿ ದಲಿತ ಸಮುದಾಯದಿಂದ ಬಂದಿರಬಹುದು, ಇನ್ನೊಬ್ಬ ವಿದ್ಯಾರ್ಥಿ ಬೇರೆ ಧರ್ಮದಿಂದ ಬಂದಿರಬಹುದು. ಇಬ್ಬರೂ ಒಂದೇ ತಂಡದಲ್ಲಿ ಕ್ರಿಕೆಟ್ ಆಡಿದಾಗ ಅಥವಾ ಇಬ್ಬರು ಭಿನ್ನ ಸಾಮಾಜಿಕ ಹಿನ್ನೆಲೆಯ ವಿದ್ಯಾರ್ಥಿನಿಯರು ವಿಜ್ಞಾನ ಪ್ರದರ್ಶನದಲ್ಲಿ ಪ್ರಾಜೆಕ್ಟ್ ತಯಾರಿಸಿದಾಗ, ಅವರ ಸ್ನೇಹವು ಗುರುತುಗಳ ಮೀರಿದ ಮಾನವೀಯ ಬಾಂಧವ್ಯವನ್ನು ನಿರ್ಮಿಸುತ್ತದೆ. ಇದೇ ಬಂದುತ್ವದ ಮೊದಲ ಪಾಠ. xyxy=(422,687,744,967)
article-paragraph: ಹೀಗೆ ಬಂದುತ್ವದ ಮೌಲ್ಯಗಳನ್ನು ಯುವಜನರು ಅಳವಡಿಸಿಕೊಂಡರೆ, ಅದು ಸಮಾಜದ ನೈತಿಕ ದಿಕ್ಕನ್ನು ಬಲಪಡಿಸುತ್ತದೆ. ಸಮಕಾಲೀನ ಸಮಾಜದಲ್ಲಿ ಸಾಮಾಜಿಕ ಮಾಧ್ಯಮಗಳು ಅಭಿಪ್ರಾಯಗಳ ವಿನಿಮಯದ ಪ್ರಮುಖ ವೇದಿಕೆ. ಆದರೆ ಅದೇ ಸಮಯದಲ್ಲಿ ದ್ವೇಷ, ತಪ್ಪುಮಾಹಿತಿ ಮತ್ತು ವಿಭಜನೆಯ ಮಾತುಗಳು ವೇಗವಾಗಿ ಹರಡುವ ಸ್ಥಳವೂ ಆಗಿದೆ. ಯುವಜನರು ಈ ವೇದಿಕೆಯನ್ನು ಜವಾಬ್ದಾರಿಯಿಂದ ಬಳಕೆ ಮಾಡಿದಾಗ ಬಂದುತ್ವದ ಜೀವಂತ ಅಭ್ಯಾಸವಾಗುತ್ತದೆ. ಉದಾಹರಣೆಗೆ ಯಾರಾದರೂ xyxy=(422,1996,744,2205)
article-column-4 xyxy=(1137,233,1460,2304)
article-paragraph: ಬಂದುತ್ವದ ನೈಜ ಅಭ್ಯಾಸವು ಸಂಕಷ್ಟದ ಸಮಯದಲ್ಲಿ ಹೆಚ್ಚು ಸ್ಪಷ್ಟವಾಗುತ್ತದೆ. ಯುವಜನರು ಸ್ವಯಂಸೇವಕರಾಗಿ ಸಾಮಾಜಿಕಸೇವೆಯಲ್ಲಿ ತೊಡಗಿದಾಗ ಅದು ಮಾನವೀಯ ಬಾಂಧವ್ಯದ ಪ್ರತ್ಯಕ್ಷ ರೂಪವಾಗುತ್ತದೆ. ಉದಾಹರಣೆಗೆ ಪ್ರಕೃತಿ ವಿಕೋಪ ಉಂಟಾದಾಗ ತೊಂದರೆಗೆ ಒಳಗಾದ– ರಿಗೆ ಸಹಾಯಹಸ್ತ ಚಾಚುವುದು, ಅನ್ಯಾಯಕ್ಕೆ ಒಳಗಾದ ಸಮುದಾಯಗಳಿಗೆ ಬೆಂಬಲವಾಗಿ ನಿಲ್ಲುವುದು, ಗ್ರಾಮಗಳಲ್ಲಿ ಅರಿವಿನ ಅಭಿಯಾನ ಅಥವಾ ಆ ಶಿಕ್ಷಣ ಸಹಾಯ ಕಾರ್ಯಕ್ರಮಗಳನ್ನು ನಡೆಸುವುದು. ಇಂತಹ ಕಾರ್ಯಗಳು “ನಾವು ಎಲ್ಲರೂ ಒಂದೇ” ಎಂಬ ಭಾವನೆಯನ್ನು ಬಲಪಡಿಸುತ್ತವೆ. xyxy=(776,735,1099,967)
article-paragraph: ಭಿನ್ನ ವೃತ್ತಿಗಳಲ್ಲಿ ಇರುವ ವ್ಯಕ್ತಿಗಳು ತಮ್ಮ ಕೆಲಸದ ಭಾಗವಾಗಿ ಬಂದುತ್ವವನ್ನು ಗಟ್ಟಿಗೊಳಿಸುವ ಪ್ರಕ್ರಿಯೆಗಳನ್ನು ರೂಪಿಸಬಹುದು. ಉದಾಹರಣೆಗೆ ಶಿಕ್ಷಕರು: ಭಿನ್ನತೆಯ ಗೌರವವನ್ನು ಪಾಠಗಳಲ್ಲಿ ಸೇರಿಸುವುದು ಶಿಕ್ಷಕರು ಸಮಾಜದ ಭವಿಷ್ಯವನ್ನು ರೂಪಿಸುವವರು. ಅವರ ಪಾಠಶಾಲೆ ಕೇವಲ ಜ್ಞಾನ ನೀಡುವ ಸ್ಥಳವಲ್ಲ; ಅದು ಮೌಲ್ಯಗಳನ್ನು ಬೆಳೆಸುವ ವೇದಿಕೆ. ಪಾಠಗಳಲ್ಲಿ ವಿವಿಧ ಸಮುದಾಯಗಳ ಇತಿಹಾಸ, ಸಂಸ್ಕೃತಿ ಮತ್ತು ಸಾಧನೆಗಳನ್ನು ಒಳಗೊಂಡ ಉದಾಹರಣೆಗಳನ್ನು ನೀಡುವುದು. ತರಗತಿಯಲ್ಲಿ ಎಲ್ಲ ವಿದ್ಯಾರ್ಥಿಗಳಿಗೆ ಸಮಾನ ಅವಕಾಶ ನೀಡುವುದು; ನಿರ್ದಿಷ್ಟ ಜಾತಿ ಅಥವಾ ಆರ್ಥಿಕ ಹಿನ್ನೆಲೆಯ ಮಕ್ಕಳನ್ನು ಪ್ರತ್ಯೇಕವಾಗಿ ನೋಡದೆ ಸಮಾನವಾಗಿ ವರ್ತಿಸುವುದು. ಶಾಲಾ ಕಾರ್ಯಕ್ರಮಗಳಲ್ಲಿ ಎಲ್ಲ ಹಬ್ಬಗಳನ್ನು ಸಾಂಸ್ಕೃತಿಕ ಹಬ್ಬಗಳಾಗಿ ಪರಿಚಯಿಸುವುದು. ಇಂತಹ ಕ್ರಮಗಳು ಮಕ್ಕಳಲ್ಲಿ ಬಾಲ್ಯದಿಂದಲೇ ಬಂದುತ್ವದ ಮೌಲ್ಯಗಳನ್ನು ಬಿತ್ತುತ್ತವೆ. xyxy=(1137,1092,1460,1420)
article-paragraph: ಕಾಲೇಜುಗಳು ಮತ್ತು ವಿಶ್ವವಿದ್ಯಾಲಯಗಳು ಭಿನ್ನಾಭಿಪ್ರಾಯಗಳ ಸಹಬಾಳ್ವೆಯ ಸ್ಥಳ. ರಾಜಕೀಯ, ಧರ್ಮ, ಜಾತಿ ಅಥವಾ ಸಾಮಾಜಿಕ ಪ್ರಶ್ನೆಗಳ ಕುರಿತು ಭಿನ್ನ ನಿಲುವುಗಳು ಸಹಜ. ಆದರೆ ಅವುಗಳನ್ನು ಹಿಂಸಾತ್ಮಕ ಅಥವಾ ವೈಯಕ್ತಿಕ ದ್ವೇಷದ ಮಟ್ಟಕ್ಕೆ ತರುವುದಕ್ಕಿಂತ ಸಂವಾದದ ಮೂಲಕ ಚರ್ಚಿಸುವುದು ಬಂದುತ್ವದ ಲಕ್ಷಣ. ಉದಾಹರಣೆಗೆ ಒಂದು ವಿಷಯದ ಕುರಿತು ಎರಡು ವಿಭಿನ್ನ ವಿದ್ಯಾರ್ಥಿ ಸಂಘಟನೆಗಳು ಸಾರ್ವಜನಿಕ ಚರ್ಚಾ ವೇದಿಕೆಯನ್ನು ಆಯೋಜಿಸಿ ಪರಸ್ಪರ ಅಭಿಪ್ರಾಯಗಳನ್ನು ಆಲಿಸುವುದು, ತರಗತಿಯಲ್ಲಿ ಸಾಮಾಜಿಕ ನ್ಯಾಯ ಅಥವಾ ಲಿಂಗ ಸಮಾನತೆ ಕುರಿತ ಚರ್ಚೆಯಲ್ಲಿ ಒಬ್ಬರ ಅಭಿಪ್ರಾಯವನ್ನು ಮತ್ತೊಬ್ಬರು ಗೌರವದಿಂದ ಕೇಳುವುದು, ಪ್ರತಿಭಟನೆ ಅಥವಾ ವಿರೋಧ ವ್ಯಕ್ತಪಡಿಸುವ ಸಂದರ್ಭದಲ್ಲಿಯೂ ಶಾಂತಿಯುತ ವಿಧಾನಗಳನ್ನು ಅನುಸರಿಸುವುದು. ಇವು ಯುವಜನರಲ್ಲಿ ಪ್ರಜಾಪ್ರಭುತ್ವದ ಸಂವಾದಾತ್ಮಕ ಸಂಸ್ಕೃತಿಯನ್ನು ಬಲಪಡಿಸುತ್ತವೆ. xyxy=(776,402,1099,729)
issue-date: 04 ಮಾರ್ಚ್ 2026 xyxy=(74,97,228,120)
article-paragraph: ಶಿಕ್ಷಕರು ಜ್ಞಾನ ಮೂಲಕ, ವೈದ್ಯರು ಸೇವಾ ಮನೋಭಾವದ ಮೂಲಕ, ಪತ್ರಕರ್ತರು ಜವಾಬ್ದಾರಿಯುತ ವರದಿಗಳ ಮೂಲಕ ಮತ್ತು ಸರ್ಕಾರಿ ಅಧಿಕಾರಿಗಳು ಸಮಾನ ಸೇವೆಯ ಮೂಲಕ–ಸಮಾಜದಲ್ಲಿ ಪರಸ್ಪರ ಗೌರವ ಮತ್ತು ನಂಬಿಕೆಯನ್ನು ಬಲಪಡಿಸಬಹುದು. xyxy=(1137,1996,1460,2110)
article-paragraph: ನೆರೆಹೊರೆಯವರೊಂದಿಗೆ ಸ್ನೇಹಪೂರ್ಣ ಸಂಬಂಧ ಬೆಳೆಸುವುದು ಸಮಾಜದ ಶಾಂತಿ ಮತ್ತು ಒಗ್ಗಟ್ಟಿಗೆ ನೆರೆಹೊರೆಯ ಸಂಬಂಧಗಳು ಪ್ರಮುಖ. ಭಿನ್ನ ಧರ್ಮ, ಭಾಷೆ ಅಥವಾ ಆರ್ಥಿಕ ಹಿನ್ನೆಲೆಯವರು ಒಂದೇ ಪ್ರದೇಶದಲ್ಲಿ ವಾಸಿಸುವಾಗ ಪರಸ್ಪರ ಗೌರವ ಮತ್ತು ಸಹಕಾರ ಅಗತ್ಯ. ಹಬ್ಬಗಳ ಸಂದರ್ಭದಲ್ಲಿ ನೆರೆಹೊರೆಯವರಿಗೆ ಶುಭಾಶಯ ತಿಳಿಸಿ ಸಣ್ಣ ಉಡುಗೊರೆ ಅಥವಾ ಸಿಹಿತಿಂಡಿ ಹಂಚಿಕೊಳ್ಳುವುದು. ಸಂಕಷ್ಟದ ಸಂದರ್ಭದಲ್ಲಿ (ಅನಾರೋಗ್ಯ, ಅಪಘಾತ, ಪ್ರಕೃತಿ ವಿಪತ್ತು) ನೆರವಾಗುವುದು. ಮಕ್ಕಳ ಆಟದ ವೇಳೆ ಜಾತಿ ಅಥವಾ ಧರ್ಮ ಆಧಾರಿತ ಬೇರ್ಪಡಿಸುವಿಕೆ ಬದಲು ಒಟ್ಟಿಗೆ ಆಟ ಆಡಲು ಉತ್ತೇಜಿಸುವುದು. ಇವು ಸ್ಥಳೀಯ ಸಮುದಾಯದಲ್ಲಿ ಬಾಂಧವ್ಯವನ್ನು ಗಾಢಗೊಳಿಸುತ್ತವೆ. xyxy=(776,1663,1099,1943)
article-paragraph: ಭಾರತದ ಸಾಂಸ್ಕೃತಿಕ ಪರಂಪರೆ ವೈವಿಧ್ಯತೆಯಲ್ಲಿಯೇ ಏಕತೆಯನ್ನು ಕಂಡಿದೆ. ಹಬ್ಬಗಳು, ಆಚರಣೆಗಳು, ಭಾಷೆಗಳು, ಕಲಾ ರೂಪಗಳು ಎಲ್ಲವೂ ವಿಭಿನ್ನ ಅನುಭವಗಳನ್ನು ಪ್ರತಿಬಿಂಬಿಸುತ್ತವೆ. ಈ ವೈವಿಧ್ಯತೆಯನ್ನು ಗೌರವದಿಂದ ಸ್ವೀಕರಿಸುವ ಮನೋಭಾವವೇ ಬಂದುತ್ವದ ಸಾಂಸ್ಕೃತಿಕ ಅಭಿವ್ಯಕ್ತಿ. ಒಬ್ಬರ ಸಂಸ್ಕೃತಿಯನ್ನು ಮತ್ತೊಬ್ಬರು ಅಣಕಿಸುವುದಲ್ಲ, ಶ್ರದ್ಧೆಯಿಂದ ಅರ್ಥಮಾಡಿಕೊಳ್ಳುವುದೇ ಸಾಂಸ್ಕೃತಿಕ ಬಾಂಧವ್ಯವನ್ನು ಗಾಢಗೊಳಿಸುತ್ತದೆ. ಇದರಿಂದ ಸಮಾಜದಲ್ಲಿ ಸಹಿಷ್ಣುತೆ ಮತ್ತು ಪರಸ್ಪರ ಗೌರವ ಬೆಳೆಯುತ್ತದೆ. ಬಂದುತ್ವವು ಸಂಸ್ಕೃತಿಗಳನ್ನು ಒಂದೇ ಮಾದರಿಯಲ್ಲಿ ಸೇರಿಸುವುದಿಲ್ಲ; ಅವುಗಳ ವೈಶಿಷ್ಟ್ಯತೆಯನ್ನು ಕಾಪಾಡಿಕೊಂಡು ಒಗ್ಗಟ್ಟನ್ನು ನಿರ್ಮಿಸುತ್ತದೆ. xyxy=(74,901,391,1157)
article-paragraph: ಡಾ. ಬಿ.ಆರ್. ಅಂಬೇಡ್ಕರ್ ಅವರು ಎಚ್ಚರಿಸಿದಂತೆ, “ಸಾಮಾಜಿಕ ಪ್ರಜಾಪ್ರಭುತ್ವವಿಲ್ಲದೆ ರಾಜಕೀಯ ಪ್ರಜಾಪ್ರಭುತ್ವ ಉಳಿಯಲಾರದು.” ಸಾಮಾಜಿಕ ಪ್ರಜಾಪ್ರಭುತ್ವವು ಸಮಾನತೆ, ಸ್ವಾತಂತ್ರ್ಯ ಮತ್ತು ಬಂದುತ್ವಗಳ ಸಮನ್ವಯ. ಈ xyxy=(74,2114,391,2204)
article-paragraph: ಸಾಮಾಜಿಕ ನ್ಯಾಯವು ಕೇವಲ ಹಕ್ಕುಗಳ ಹಂಚಿಕೆಗೆ ಸೀಮಿತವಾಗುವುದಿಲ್ಲ; ಅದು ಮಾನವೀಯ ಗೌರವದ ಪರಸ್ಪರ ಮಾನ್ಯತೆಯ ಮೇಲೆ ಅವಲಂಬಿತವಾಗಿದೆ. ಸಮಾನತೆ ಮತ್ತು ಸ್ವಾತಂತ್ರ್ಯವನ್ನು ಕಾನೂನು ಒದಗಿಸಬಹುದು; ಆದರೆ ಅವುಗಳ ಸಾಮಾಜಿಕ ಸ್ವೀಕೃತಿ ಬಂದುತ್ವದ ಮೂಲಕವೇ ಸಾಧ್ಯ. xyxy=(74,1995,391,2109)
section-label: ಸುದ್ದಿಗಳು xyxy=(763,57,878,101)
article-paragraph: ಹಿರಿಯ ವ್ಯಕ್ತಿಗಳು ಸಮಾಜದ ಸ್ಮೃತಿ, ಅನುಭವ ಮತ್ತು ನೈತಿಕ ಮಾರ್ಗದರ್ಶನದ ಮೂಲವಾಗಿದ್ದಾರೆ. ಅವರು ಬದುಕಿನ ವಿವಿಧ ಹಂತಗಳನ್ನು ಅನುಭವಿಸಿರುವ ಕಾರಣದಿಂದ ಸಹಿಷ್ಣುತೆ, ಸಮಾಧಾನ ಮತ್ತು ಸಂವಾದದ ಮೌಲ್ಯಗಳನ್ನು ಆಳವಾಗಿ ಅರಿತಿರುತ್ತಾರೆ. ಆದ್ದರಿಂದ ಬಂದುತ್ವವನ್ನು ಜೀವಂತವಾಗಿಡುವಲ್ಲಿ ಹಿರಿಯರ ಪಾತ್ರ ಅತ್ಯಂತ ಮಹತ್ವದ್ದಾಗಿದೆ. xyxy=(1137,235,1460,372)
brand-tagline: ಹೋರಾಟದ ಧ್ವನಿ xyxy=(1336,98,1401,112)
